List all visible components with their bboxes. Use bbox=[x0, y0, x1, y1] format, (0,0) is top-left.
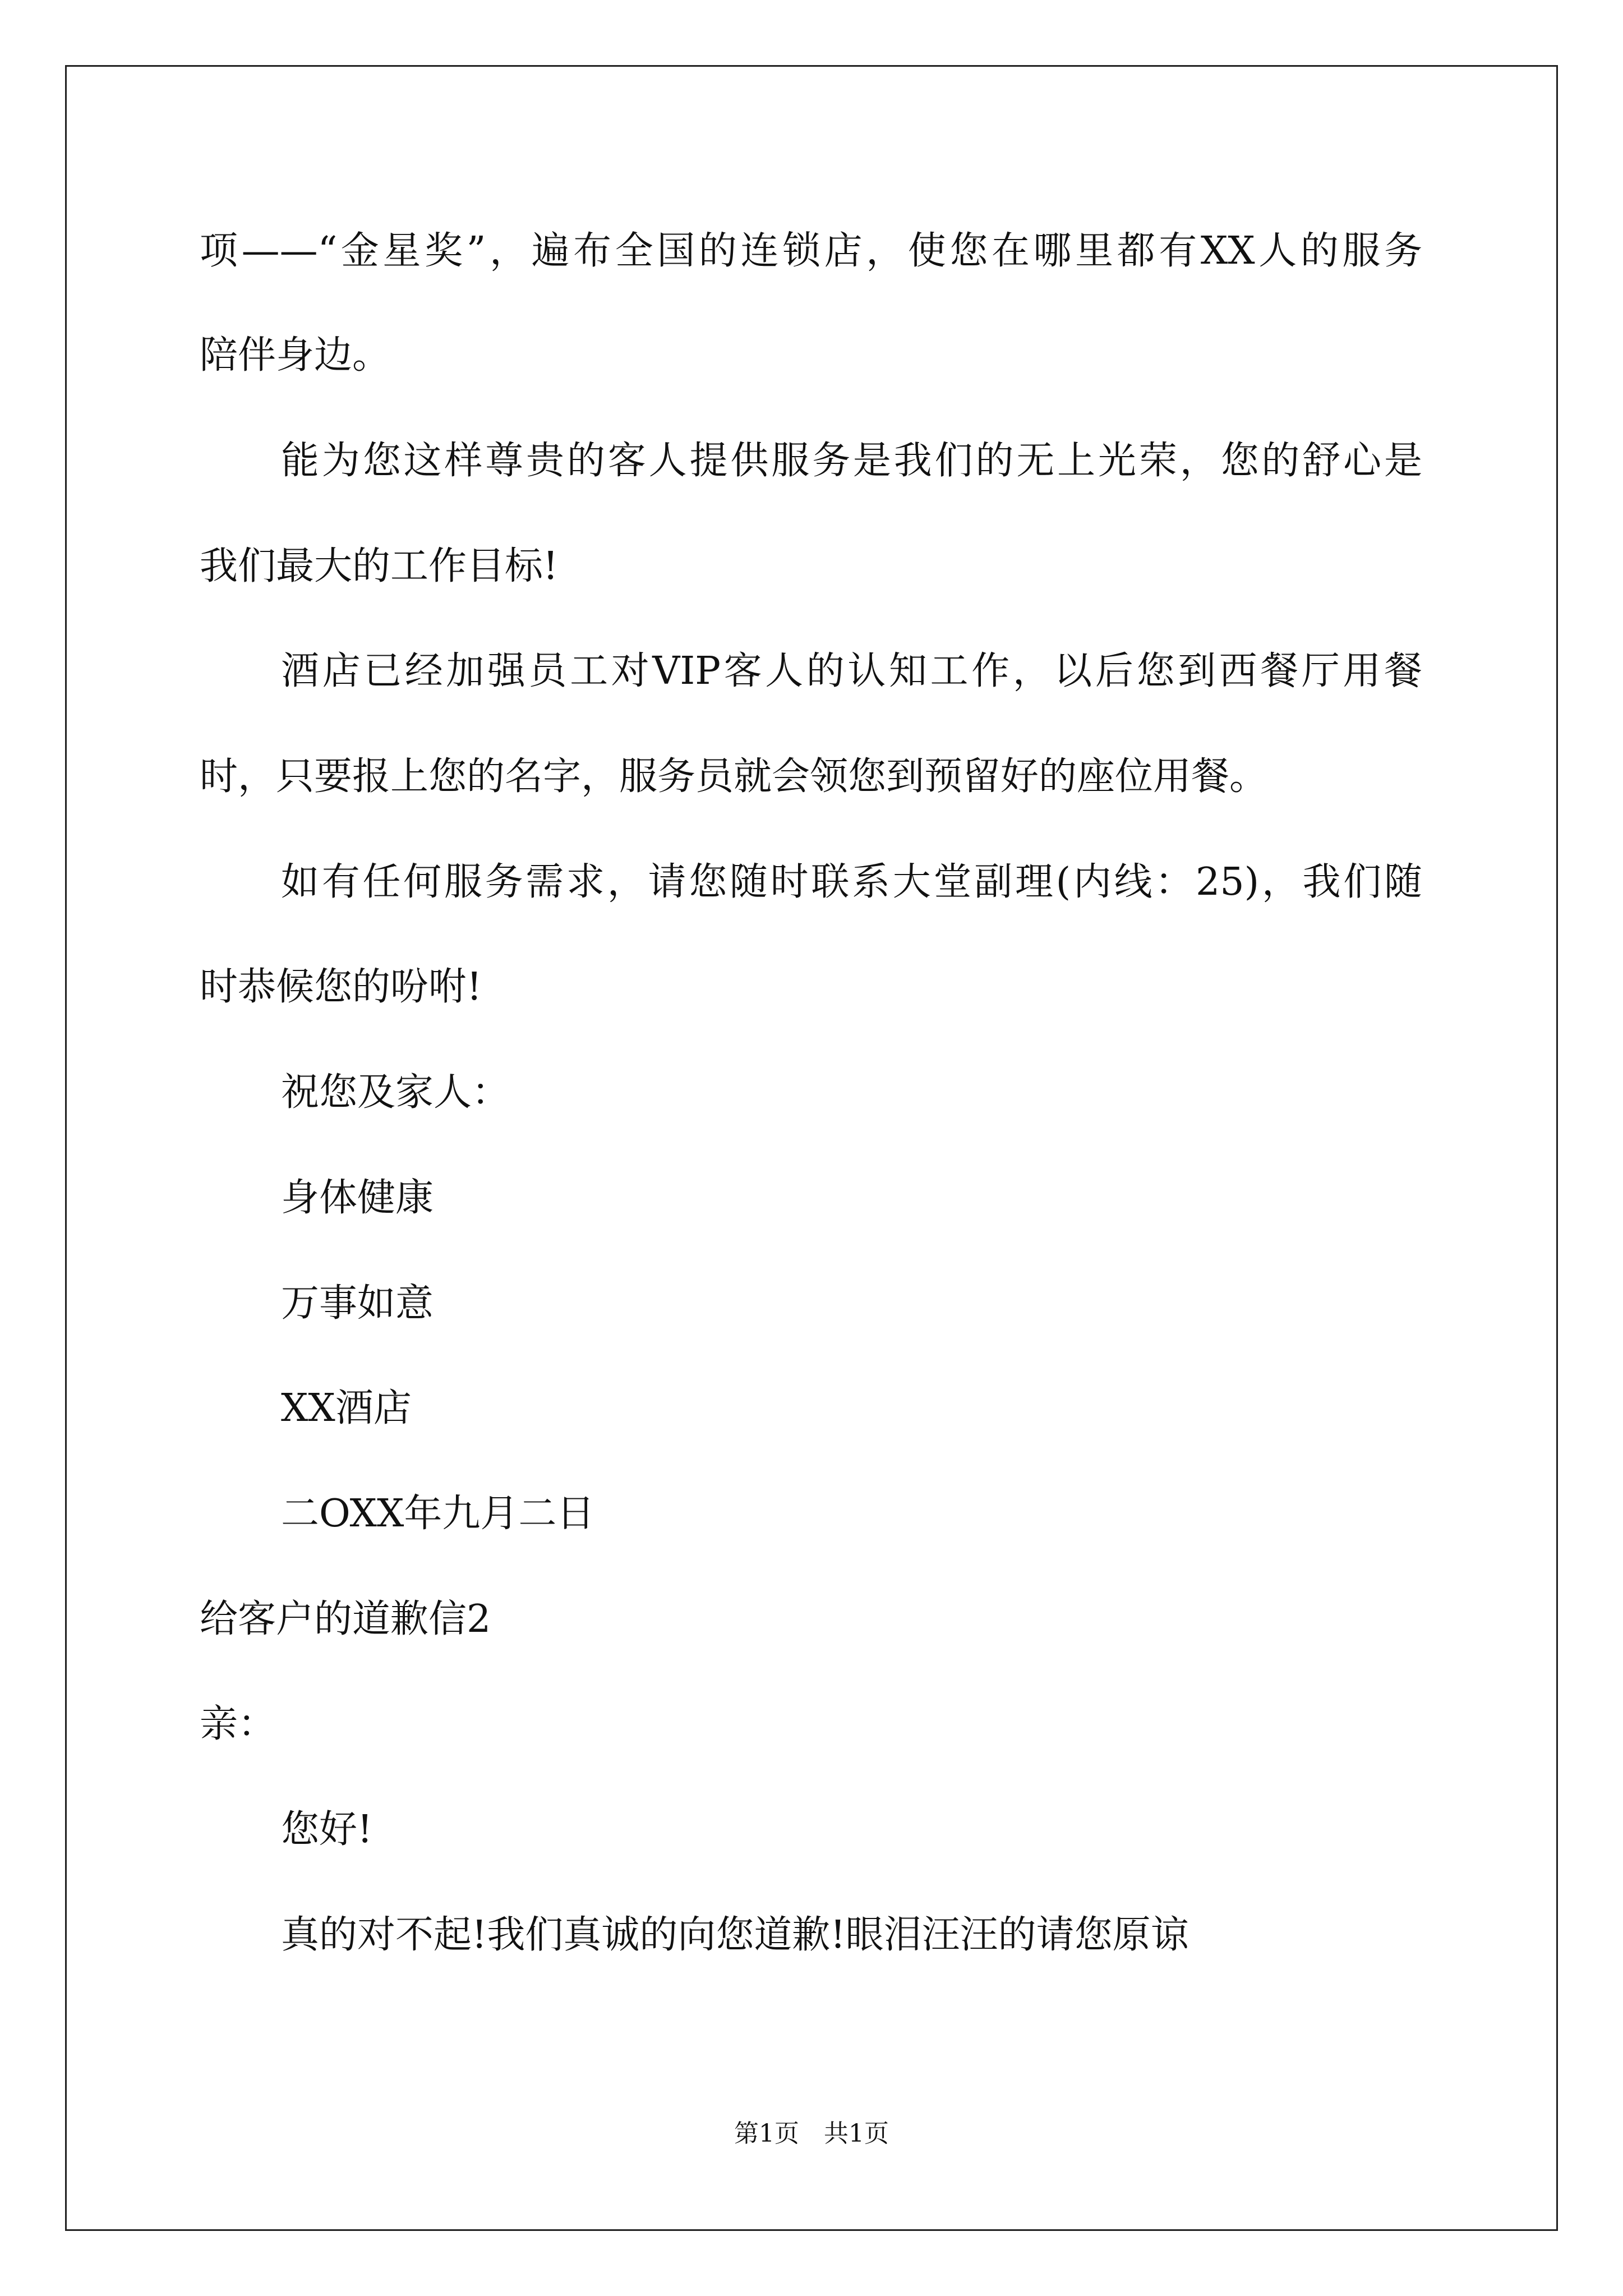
section-title: 给客户的道歉信2 bbox=[200, 1597, 491, 1641]
wish-line: 万事如意 bbox=[281, 1281, 434, 1326]
paragraph-line: 如有任何服务需求，请您随时联系大堂副理(内线：25)，我们随 bbox=[281, 860, 1422, 904]
paragraph-line: 我们最大的工作目标! bbox=[200, 544, 559, 588]
paragraph-line: 陪伴身边。 bbox=[200, 333, 391, 378]
salutation-line: 亲： bbox=[200, 1702, 276, 1746]
wish-line: 身体健康 bbox=[281, 1176, 434, 1220]
paragraph-line: 能为您这样尊贵的客人提供服务是我们的无上光荣，您的舒心是 bbox=[281, 439, 1422, 483]
paragraph-line: 时恭候您的吩咐! bbox=[200, 965, 482, 1009]
paragraph-line: 真的对不起!我们真诚的向您道歉!眼泪汪汪的请您原谅 bbox=[281, 1913, 1189, 1957]
signature-line: XX酒店 bbox=[281, 1386, 412, 1430]
page-number: 第1页 共1页 bbox=[734, 2119, 889, 2148]
paragraph-line: 酒店已经加强员工对VIP客人的认知工作，以后您到西餐厅用餐 bbox=[281, 649, 1422, 693]
paragraph-line: 时，只要报上您的名字，服务员就会领您到预留好的座位用餐。 bbox=[200, 754, 1268, 799]
greeting-line: 祝您及家人： bbox=[281, 1070, 510, 1115]
greeting-line: 您好! bbox=[281, 1807, 373, 1852]
date-line: 二OXX年九月二日 bbox=[281, 1492, 595, 1536]
paragraph-line: 项——“金星奖”，遍布全国的连锁店，使您在哪里都有XX人的服务 bbox=[200, 229, 1422, 273]
page-border bbox=[65, 65, 1558, 2231]
